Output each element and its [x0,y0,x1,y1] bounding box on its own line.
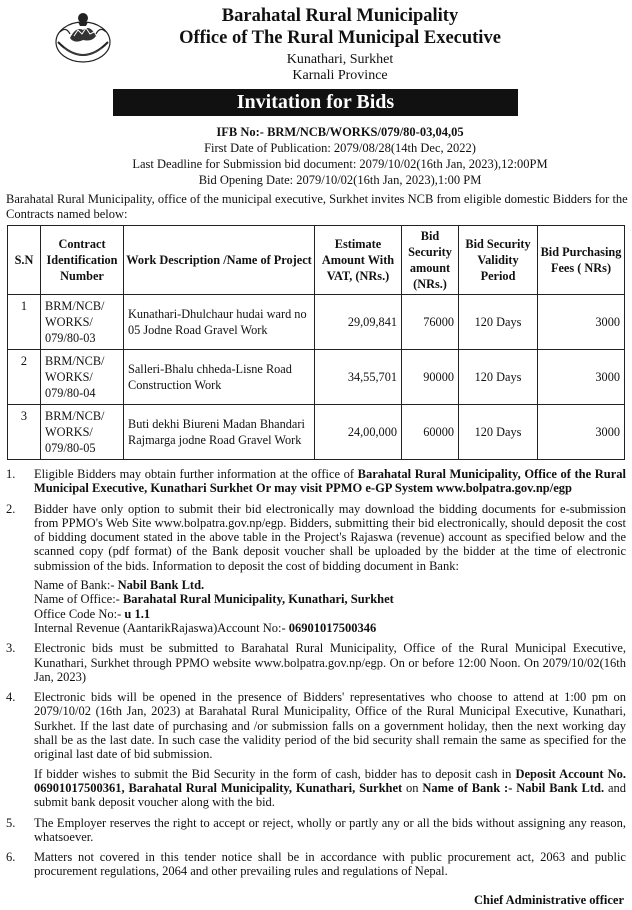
cash-text-e: and submit bank deposit voucher along with the bid. [34,780,626,810]
header-security: Bid Security amount (NRs.) [402,226,459,295]
cell-contract-id: BRM/NCB/ WORKS/ 079/80-05 [41,405,124,460]
account-value: 06901017500346 [288,620,377,635]
cell-sn: 1 [8,295,41,350]
cell-description: Salleri-Bhalu chheda-Lisne Road Construction Work [124,350,315,405]
bid-opening-date: Bid Opening Date: 2079/10/02(16th Jan, 2023),1:00 PM [198,173,482,187]
code-label: Office Code No:- [34,606,125,621]
code-value: u 1.1 [124,606,151,621]
page-title: Invitation for Bids [113,89,518,116]
note-2 [6,502,626,636]
note-3 [6,641,626,684]
cell-validity: 120 Days [459,350,538,405]
note-text: Electronic bids must be submitted to Barahatal Rural Municipality, Office of the Rural Municipal Executive, Kunathari, Surkhet through PPMO website www.bolpatra.gov.np/egp. On or before 12:00 Noon. On 2079/10/02(16th Jan, 2023) [34,641,626,684]
bank-label: Name of Bank:- [34,578,118,593]
cell-validity: 120 Days [459,405,538,460]
revenue-account-line [34,621,626,635]
municipality-name: Barahatal Rural Municipality [221,6,459,26]
note-number: 4. [6,690,16,705]
note-1 [6,467,626,496]
bank-value: Nabil Bank Ltd. [117,578,205,593]
cash-text-a: If bidder wishes to submit the Bid Security in the form of cash, bidder has to deposit cash in [34,766,516,781]
table-row [8,295,625,350]
note-number: 2. [6,501,16,516]
office-name-line [34,592,626,606]
signature-title: Chief Administrative officer [474,893,624,907]
cell-description: Buti dekhi Biureni Madan Bhandari Rajmarga jodne Road Gravel Work [124,405,315,460]
header-validity: Bid Security Validity Period [459,226,538,295]
note-number: 1. [6,467,16,481]
table-header-row [8,226,625,295]
header-fee: Bid Purchasing Fees ( NRs) [538,226,625,295]
header-contract-id: Contract Identification Number [41,226,124,295]
cell-estimate: 29,09,841 [315,295,402,350]
contracts-table [7,225,625,460]
cell-security: 90000 [402,350,459,405]
header-description: Work Description /Name of Project [124,226,315,295]
submission-deadline: Last Deadline for Submission bid document: 2079/10/02(16th Jan, 2023),12:00PM [132,157,548,171]
note-1-office: Barahatal Rural Municipality, Office of the Rural Municipal Executive, Kunathari Surkhet Or may visit PPMO e-GP System www.bolpatra.gov.np/egp [34,467,627,496]
note-1-text: Eligible Bidders may obtain further information at the office of [34,467,358,481]
cash-deposit-paragraph [34,767,626,810]
note-2-text: Bidder have only option to submit their bid electronically may download the bidding documents for e-submission from PPMO's Web Site www.bolpatra.gov.np/egp. Bidders, submitting their bid electronically, should deposit the cost of bidding document stated in the above table in the Project's Rajaswa (revenue) account as specified below and the scanned copy (pdf format) of the Bank deposit voucher shall be uploaded by the bidder at the time of electronic submission of the bids. Information to deposit the cost of bidding document in Bank: [34,501,626,573]
note-4 [6,690,626,809]
note-text [34,502,626,636]
cell-sn: 2 [8,350,41,405]
account-label: Internal Revenue (AantarikRajaswa)Account No:- [34,620,289,635]
notes-list [6,467,626,885]
note-4-text: Electronic bids will be opened in the presence of Bidders' representatives who choose to attend at 1:00 pm on 2079/10/02 (16th Jan, 2023) at Barahatal Rural Municipality, Office of the Rural Municipal Executive, Kunathari, Surkhet. If the last date of purchasing and /or submission falls on a government holiday, then the next working day shall be as the last date. In such case the validity period of the bid security shall remain the same as specified for the original last date of bid submission. [34,690,626,762]
note-text: The Employer reserves the right to accept or reject, wholly or partly any or all the bids without assigning any reason, whatsoever. [34,815,626,844]
note-number: 6. [6,850,16,865]
office-label: Name of Office:- [34,592,123,607]
cell-contract-id: BRM/NCB/ WORKS/ 079/80-04 [41,350,124,405]
note-text [34,690,626,809]
deposit-account: Deposit Account No. 06901017500361, Barahatal Rural Municipality, Kunathari, Surkhet [34,766,626,795]
header-sn: S.N [8,226,41,295]
note-number: 3. [6,641,16,656]
cell-fee: 3000 [538,405,625,460]
office-name: Office of The Rural Municipal Executive [179,28,501,48]
bank-name-line [34,578,626,592]
office-code-line [34,607,626,621]
office-value: Barahatal Rural Municipality, Kunathari, Surkhet [122,592,394,607]
cell-description: Kunathari-Dhulchaur hudai ward no 05 Jodne Road Gravel Work [124,295,315,350]
cell-estimate: 24,00,000 [315,405,402,460]
cell-sn: 3 [8,405,41,460]
province: Karnali Province [292,68,388,83]
table-row [8,405,625,460]
ifb-number: IFB No:- BRM/NCB/WORKS/079/80-03,04,05 [216,125,464,139]
cell-estimate: 34,55,701 [315,350,402,405]
table-row [8,350,625,405]
cell-fee: 3000 [538,350,625,405]
cell-security: 60000 [402,405,459,460]
header-estimate: Estimate Amount With VAT, (NRs.) [315,226,402,295]
note-text: Matters not covered in this tender notice shall be in accordance with public procurement act, 2063 and public procurement regulations, 2064 and other prevailing rules and regulations of Nepal. [34,850,626,879]
deposit-bank: Name of Bank :- Nabil Bank Ltd. [422,780,605,795]
note-5 [6,816,626,845]
cell-validity: 120 Days [459,295,538,350]
cell-security: 76000 [402,295,459,350]
cell-fee: 3000 [538,295,625,350]
cash-text-c: on [402,780,423,795]
note-text [34,467,626,496]
first-publication-date: First Date of Publication: 2079/08/28(14th Dec, 2022) [204,141,476,155]
cell-contract-id: BRM/NCB/ WORKS/ 079/80-03 [41,295,124,350]
note-number: 5. [6,815,16,830]
intro-paragraph: Barahatal Rural Municipality, office of the municipal executive, Surkhet invites NCB from eligible domestic Bidders for the Contracts named below: [6,192,628,221]
location: Kunathari, Surkhet [286,52,394,67]
note-6 [6,850,626,879]
